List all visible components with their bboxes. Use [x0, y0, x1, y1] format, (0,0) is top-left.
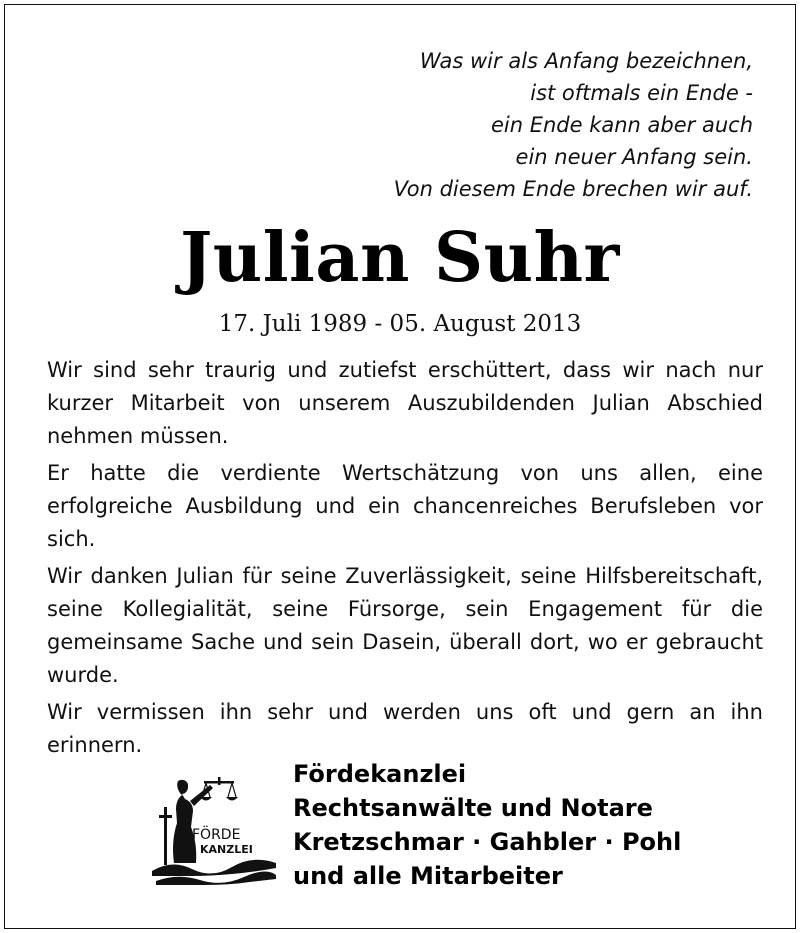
paragraph: Er hatte die verdiente Wertschätzung von uns allen, eine erfolgreiche Ausbildung und ein chancenreiches Berufsleben vor sich. — [47, 461, 763, 551]
epigraph-quote — [394, 45, 753, 205]
signature-block — [293, 757, 681, 893]
quote-line: ist oftmals ein Ende - — [530, 81, 753, 105]
signature-line: Kretzschmar · Gahbler · Pohl — [293, 828, 682, 856]
logo-text-kanzlei: KANZLEI — [200, 843, 253, 856]
paragraph: Wir sind sehr traurig und zutiefst erschüttert, dass wir nach nur kurzer Mitarbeit von unserem Auszubildenden Julian Abschied nehmen müssen. — [47, 358, 763, 448]
quote-line: ein Ende kann aber auch — [490, 113, 753, 137]
signature-line: und alle Mitarbeiter — [293, 862, 563, 890]
justitia-scales-icon — [148, 767, 278, 887]
deceased-name: Julian Suhr — [180, 218, 620, 298]
quote-line: ein neuer Anfang sein. — [515, 145, 753, 169]
life-dates: 17. Juli 1989 - 05. August 2013 — [218, 311, 582, 337]
logo-text-foerde: FÖRDE — [192, 827, 241, 843]
quote-line: Was wir als Anfang bezeichnen, — [419, 49, 753, 73]
signature-line: Fördekanzlei — [293, 760, 467, 788]
paragraph: Wir danken Julian für seine Zuverlässigkeit, seine Hilfsbereitschaft, seine Kollegialität, seine Fürsorge, sein Engagement für die gemeinsame Sache und sein Dasein, überall dort, wo er gebraucht wurde. — [47, 564, 763, 687]
signature-line: Rechtsanwälte und Notare — [293, 794, 653, 822]
paragraph: Wir vermissen ihn sehr und werden uns oft und gern an ihn erinnern. — [47, 700, 763, 757]
obituary-notice — [4, 4, 796, 929]
condolence-text — [47, 354, 763, 766]
quote-line: Von diesem Ende brechen wir auf. — [393, 177, 753, 201]
foerdekanzlei-logo — [148, 767, 278, 887]
